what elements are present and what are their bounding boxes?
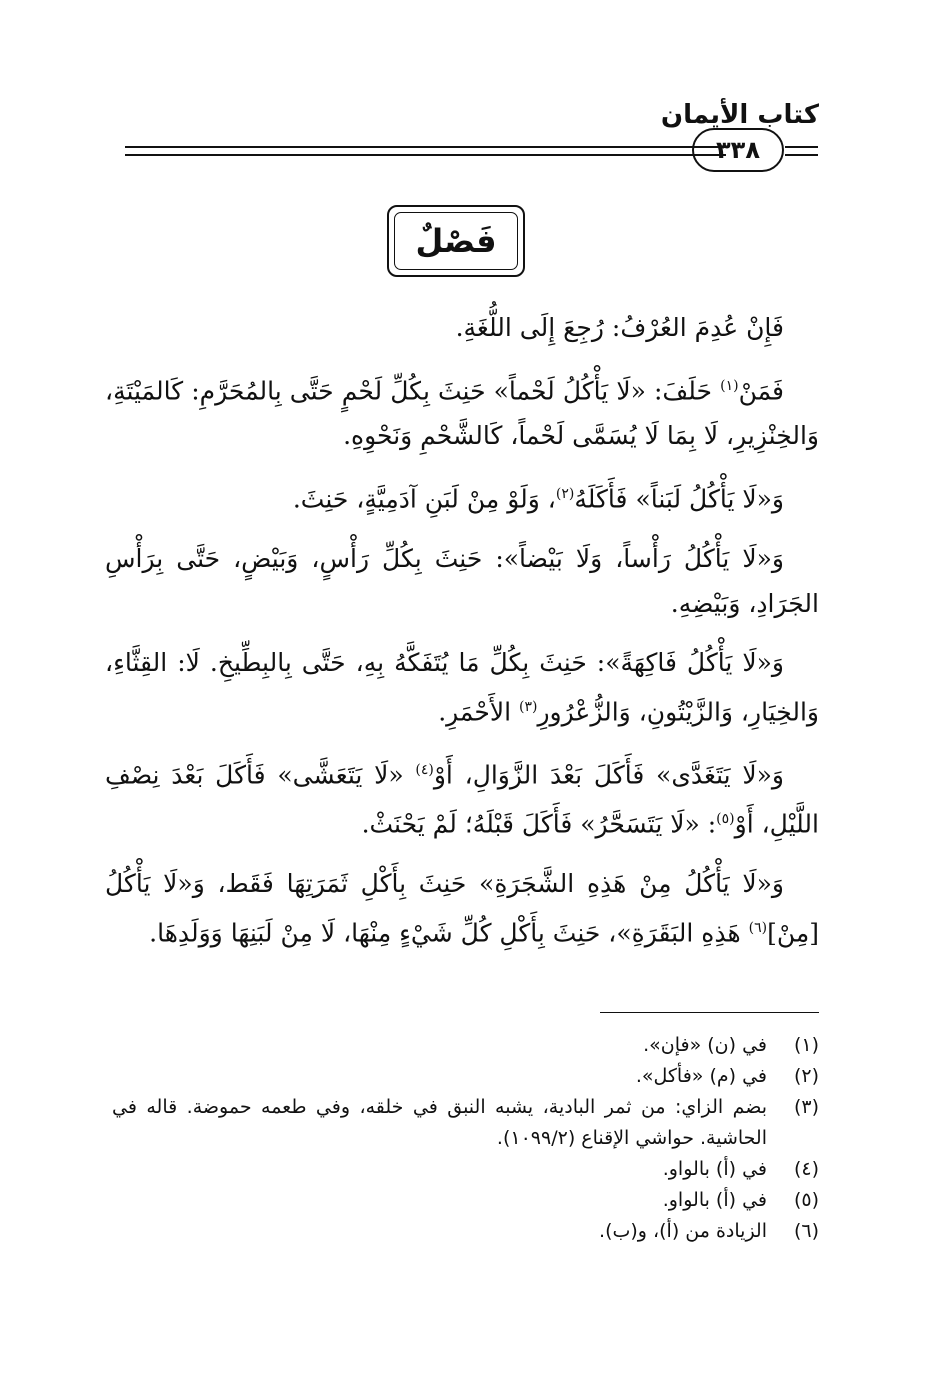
footnote-ref: (٣) [519, 698, 538, 715]
footnote: (١) في (ن) «فإن». [643, 1034, 819, 1056]
paragraph-4: وَ«لَا يَأْكُلُ رَأْساً، وَلَا بَيْضاً»: حَنِثَ بِكُلِّ رَأْسٍ، وَبَيْضٍ، حَتَّى بِرَأْسِ الجَرَادِ، وَبَيْضِهِ. [105, 543, 819, 618]
section-title: فَصْلٌ [394, 212, 518, 270]
footnote-ref: (٤) [415, 761, 434, 778]
page-number: ٣٣٨ [692, 128, 784, 172]
paragraph-7: وَ«لَا يَأْكُلُ مِنْ هَذِهِ الشَّجَرَةِ» حَنِثَ بِأَكْلِ ثَمَرَتِهَا فَقَط، وَ«لَا يَأْكُلُ [مِنْ]$^{(٦)}$ هَذِهِ البَقَرَةِ»، حَنِثَ بِأَكْلِ كُلِّ شَيْءٍ مِنْهَا، لَا مِنْ لَبَنِهَا وَوَلَدِهَا. [105, 868, 819, 947]
main-text [105, 305, 819, 969]
paragraph-1: فَإِنْ عُدِمَ العُرْفُ: رُجِعَ إِلَى اللُّغَةِ. [455, 313, 784, 342]
section-title-frame [387, 205, 525, 277]
footnote-ref: (٢) [555, 486, 575, 503]
footnote: (٢) في (م) «فأكل». [635, 1065, 819, 1087]
footnote: (٤) في (أ) بالواو. [662, 1158, 819, 1180]
paragraph-6: وَ«لَا يَتَغَدَّى» فَأَكَلَ بَعْدَ الزَّوَالِ، أَوْ$^{(٤)}$ «لَا يَتَعَشَّى» فَأَكَلَ بَعْدَ نِصْفِ اللَّيْلِ، أَوْ$^{(٥)}$: «لَا يَتَسَحَّرُ» فَأَكَلَ قَبْلَهُ؛ لَمْ يَحْنَثْ. [105, 760, 819, 839]
footnote-ref: (٥) [716, 811, 735, 828]
footnote-separator [600, 1012, 819, 1013]
paragraph-2: فَمَنْ$^{(١)}$ حَلَفَ: «لَا يَأْكُلُ لَحْماً» حَنِثَ بِكُلِّ لَحْمٍ حَتَّى بِالمُحَرَّمِ: كَالمَيْتَةِ، وَالخِنْزِيرِ، لَا بِمَا لَا يُسَمَّى لَحْماً، كَالشَّحْمِ وَنَحْوِهِ. [105, 376, 819, 451]
footnote: (٥) في (أ) بالواو. [662, 1189, 819, 1211]
running-header-title: كتاب الأيمان [660, 100, 819, 130]
footnotes [112, 1030, 819, 1247]
header-rule-right [785, 146, 818, 156]
paragraph-3: وَ«لَا يَأْكُلُ لَبَناً» فَأَكَلَهُ$^{(٢)}$، وَلَوْ مِنْ لَبَنِ آدَمِيَّةٍ، حَنِثَ. [292, 484, 784, 514]
footnote-ref: (٦) [748, 919, 768, 936]
footnote: (٣) بضم الزاي: من ثمر البادية، يشبه النبق في خلقه، وفي طعمه حموضة. قاله في الحاشية. حواشي الإقناع (١٠٩٩/٢). [112, 1096, 819, 1149]
header-rule [125, 146, 726, 156]
footnote-ref: (١) [720, 378, 739, 394]
paragraph-5: وَ«لَا يَأْكُلُ فَاكِهَةً»: حَنِثَ بِكُلِّ مَا يُتَفَكَّهُ بِهِ، حَتَّى بِالبِطِّيخِ. لَا: القِثَّاءِ، وَالخِيَارِ، وَالزَّيْتُونِ، وَالزُّعْرُورِ$^{(٣)}$ الأَحْمَرِ. [105, 647, 819, 726]
footnote: (٦) الزيادة من (أ)، و(ب). [599, 1220, 819, 1242]
